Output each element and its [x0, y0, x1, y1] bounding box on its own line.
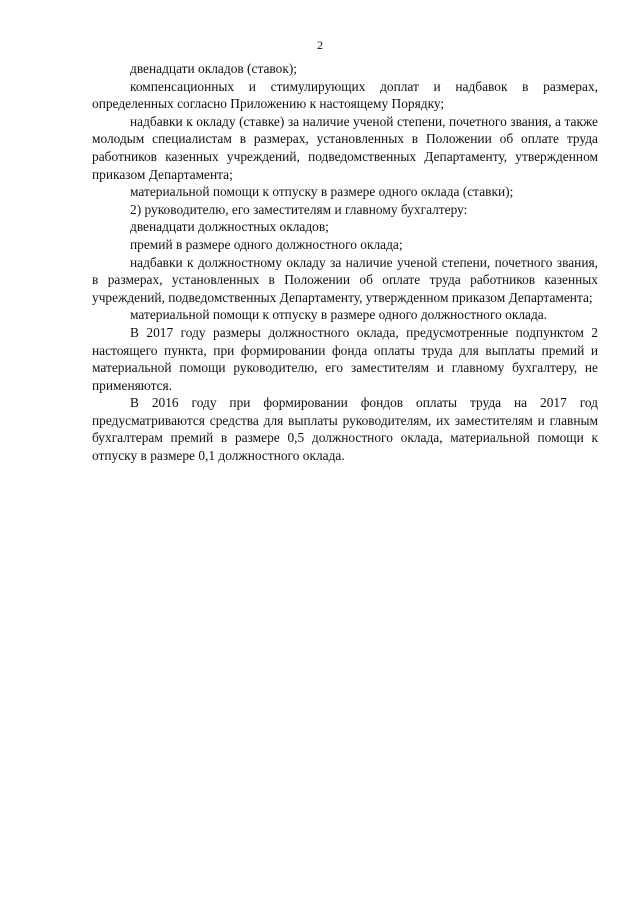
paragraph-official-degree-allowance: надбавки к должностному окладу за наличие ученой степени, почетного звания, в размерах, установленных в Положении об оплате труда работников казенных учреждений, подведомственных Департаменту, утвержденном приказом Департамента;: [92, 254, 598, 305]
paragraph-compensatory-payments: компенсационных и стимулирующих доплат и надбавок в размерах, определенных согласно Приложению к настоящему Порядку;: [92, 78, 598, 112]
paragraph-vacation-aid: материальной помощи к отпуску в размере одного оклада (ставки);: [130, 184, 514, 200]
paragraph-salaries-twelve: двенадцати окладов (ставок);: [130, 61, 298, 76]
paragraph-degree-allowance: надбавки к окладу (ставке) за наличие ученой степени, почетного звания, а также молодым специалистам в размерах, установленных в Положении об оплате труда работников казенных учреждений, подведомственных Департаменту, утвержденном приказом Департамента;: [92, 113, 598, 182]
paragraph-bonus: премий в размере одного должностного оклада;: [130, 236, 403, 252]
paragraph-2017-rule: В 2017 году размеры должностного оклада, предусмотренные подпунктом 2 настоящего пункта, при формировании фонда оплаты труда для выплаты премий и материальной помощи руководителю, его заместителям и главному бухгалтеру, не применяются.: [92, 324, 598, 393]
paragraph-2016-funds: В 2016 году при формировании фондов оплаты труда на 2017 год предусматриваются средства для выплаты руководителям, их заместителям и главным бухгалтерам премий в размере 0,5 должностного оклада, материальной помощи к отпуску в размере 0,1 должностного оклада.: [92, 395, 598, 464]
paragraph-management-heading: 2) руководителю, его заместителям и главному бухгалтеру:: [130, 201, 468, 217]
page-number: 2: [317, 38, 323, 52]
paragraph-twelve-official-salaries: двенадцати должностных окладов;: [130, 219, 329, 235]
document-body: [92, 60, 598, 465]
paragraph-official-vacation-aid: материальной помощи к отпуску в размере одного должностного оклада.: [130, 307, 548, 323]
